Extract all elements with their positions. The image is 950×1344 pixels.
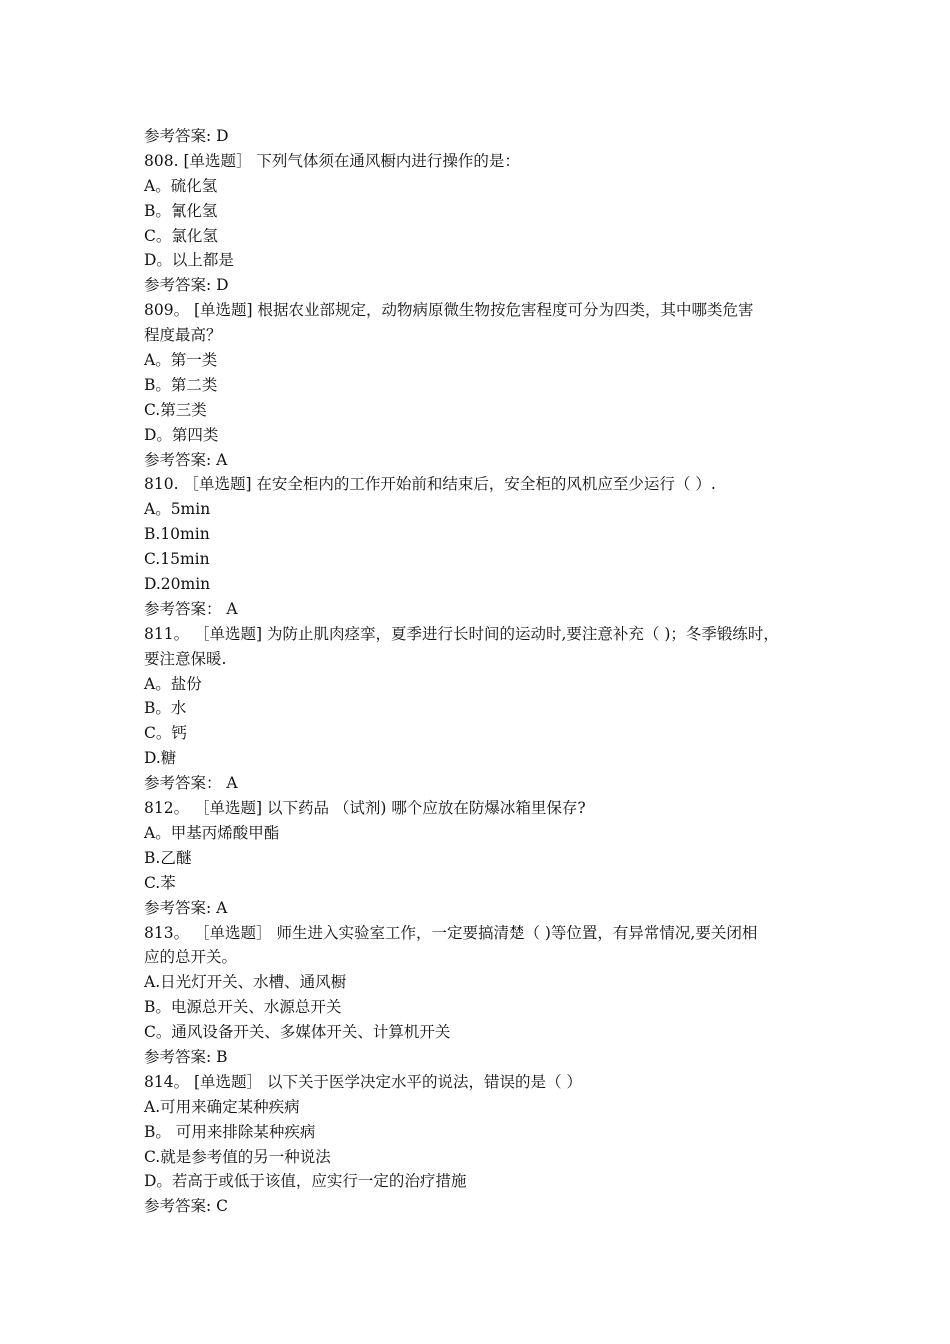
question-810-option-a: A。5min xyxy=(144,500,211,519)
question-809-stem-line1: 809。 [单选题] 根据农业部规定，动物病原微生物按危害程度可分为四类，其中哪类危害 xyxy=(144,301,754,320)
question-811-stem-line1: 811。 ［单选题] 为防止肌肉痉挛，夏季进行长时间的运动时,要注意补充（ )；冬季锻练时， xyxy=(144,624,779,643)
question-813-option-b: B。电源总开关、水源总开关 xyxy=(144,998,342,1017)
answer-key-807: 参考答案: D xyxy=(144,127,229,145)
question-808-option-c: C。氯化氢 xyxy=(144,226,218,245)
question-812-option-a: A。甲基丙烯酸甲酯 xyxy=(144,823,280,842)
question-808-stem: 808. [单选题］ 下列气体须在通风橱内进行操作的是： xyxy=(144,151,520,170)
question-810-option-b: B.10min xyxy=(144,525,210,544)
answer-key-810: 参考答案： A xyxy=(144,599,238,618)
question-812-option-c: C.苯 xyxy=(144,873,176,892)
question-811-option-d: D.糖 xyxy=(144,749,177,768)
question-811-option-a: A。盐份 xyxy=(144,674,202,693)
question-808-option-d: D。以上都是 xyxy=(144,251,234,270)
question-812-option-b: B.乙醚 xyxy=(144,848,192,867)
answer-key-812: 参考答案: A xyxy=(144,898,228,917)
question-811-option-b: B。水 xyxy=(144,699,187,718)
question-810-stem: 810. ［单选题] 在安全柜内的工作开始前和结束后，安全柜的风机应至少运行（ ）. xyxy=(144,475,716,494)
question-814-option-a: A.可用来确定某种疾病 xyxy=(144,1097,300,1116)
question-810-option-c: C.15min xyxy=(144,550,210,569)
question-809-stem-line2: 程度最高？ xyxy=(144,326,222,345)
answer-key-814: 参考答案: C xyxy=(144,1197,229,1216)
question-list xyxy=(144,124,824,1219)
answer-key-813: 参考答案: B xyxy=(144,1047,228,1066)
question-813-stem-line1: 813。 ［单选题］ 师生进入实验室工作，一定要搞清楚（ )等位置，有异常情况,要关闭相 xyxy=(144,923,758,942)
question-808-option-b: B。氰化氢 xyxy=(144,201,218,220)
question-814-stem: 814。 [单选题］ 以下关于医学决定水平的说法，错误的是（ ） xyxy=(144,1072,582,1091)
question-813-option-c: C。通风设备开关、多媒体开关、计算机开关 xyxy=(144,1023,451,1042)
question-810-option-d: D.20min xyxy=(144,575,211,594)
question-813-stem-line2: 应的总开关。 xyxy=(144,948,238,967)
question-814-option-c: C.就是参考值的另一种说法 xyxy=(144,1147,331,1166)
question-809-option-a: A。第一类 xyxy=(144,351,218,370)
question-809-option-b: B。第二类 xyxy=(144,375,218,394)
answer-key-808: 参考答案: D xyxy=(144,276,229,295)
question-811-stem-line2: 要注意保暖. xyxy=(144,649,227,668)
answer-key-809: 参考答案: A xyxy=(144,450,228,469)
question-809-option-d: D。第四类 xyxy=(144,425,219,444)
question-808-option-a: A。硫化氢 xyxy=(144,176,218,195)
answer-key-811: 参考答案： A xyxy=(144,774,238,793)
question-813-option-a: A.日光灯开关、水槽、通风橱 xyxy=(144,973,347,992)
question-811-option-c: C。钙 xyxy=(144,724,187,743)
question-814-option-b: B。 可用来排除某种疾病 xyxy=(144,1122,316,1141)
question-809-option-c: C.第三类 xyxy=(144,400,207,419)
question-814-option-d: D。若高于或低于该值，应实行一定的治疗措施 xyxy=(144,1172,467,1191)
question-812-stem: 812。 ［单选题] 以下药品 （试剂) 哪个应放在防爆冰箱里保存? xyxy=(144,799,586,818)
